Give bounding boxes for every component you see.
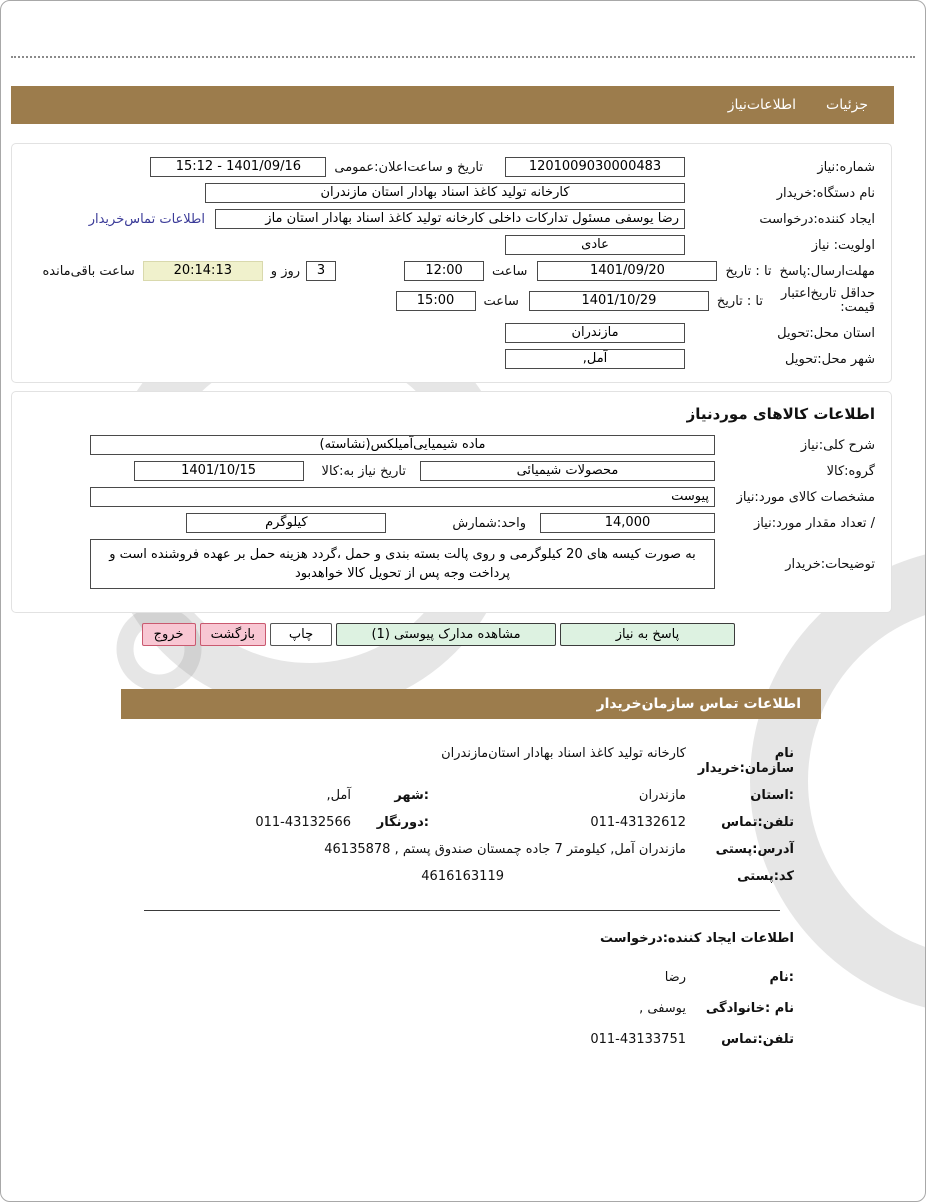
validity-date-value: 1401/10/29 bbox=[529, 291, 709, 311]
print-button[interactable]: چاپ bbox=[270, 623, 332, 646]
goods-panel-title: اطلاعات کالاهای موردنیاز bbox=[686, 405, 875, 423]
hour-label-2: ساعت bbox=[483, 293, 519, 309]
requester-phone-label: تلفن:تماس bbox=[721, 1032, 794, 1047]
response-deadline-row bbox=[28, 261, 875, 281]
need-desc-label: شرح کلی:نیاز bbox=[800, 437, 875, 453]
org-name-row bbox=[130, 746, 794, 776]
view-attached-docs-button[interactable]: مشاهده مدارک پیوستی (1) bbox=[336, 623, 556, 646]
delivery-province-row bbox=[28, 323, 875, 343]
buyer-notes-row bbox=[28, 539, 875, 589]
price-validity-row bbox=[28, 287, 875, 315]
fax-label: :دورنگار bbox=[376, 815, 429, 830]
contact-section bbox=[112, 736, 812, 1063]
need-date-label: تاریخ نیاز به:کالا bbox=[321, 463, 406, 479]
goods-group-value: محصولات شیمیائی bbox=[420, 461, 715, 481]
need-details-panel bbox=[11, 143, 892, 383]
need-number-row bbox=[28, 157, 875, 177]
quantity-value: 14,000 bbox=[540, 513, 715, 533]
requester-section-title: اطلاعات ایجاد کننده:درخواست bbox=[600, 931, 794, 946]
hours-remaining-label: ساعت باقی‌مانده bbox=[42, 263, 135, 279]
need-date-value: 1401/10/15 bbox=[134, 461, 304, 481]
requester-name-label: :نام bbox=[769, 970, 794, 985]
requester-phone-value: 011-43133751 bbox=[590, 1032, 686, 1047]
buyer-notes-label: توضیحات:خریدار bbox=[785, 556, 875, 572]
province-label: :استان bbox=[750, 788, 794, 803]
unit-label: واحد:شمارش bbox=[452, 515, 526, 531]
until-date-label: تا : تاریخ bbox=[725, 263, 772, 279]
contact-phone-label: تلفن:تماس bbox=[721, 815, 794, 830]
delivery-city-label: شهر محل:تحویل bbox=[785, 351, 875, 367]
announce-datetime-label: تاریخ و ساعت‌اعلان:عمومی bbox=[334, 159, 483, 175]
goods-specs-label: مشخصات کالای مورد:نیاز bbox=[736, 489, 875, 505]
price-validity-label bbox=[763, 287, 875, 315]
requester-family-label: نام :خانوادگی bbox=[705, 1001, 794, 1016]
section-divider bbox=[144, 910, 780, 911]
postal-code-label: کد:پستی bbox=[737, 869, 794, 884]
org-contact-header: اطلاعات تماس سازمان‌خریدار bbox=[121, 689, 821, 719]
price-validity-label-line2: قیمت: bbox=[840, 300, 875, 315]
requester-family-value: یوسفی , bbox=[639, 1001, 686, 1016]
need-number-label: شماره:نیاز bbox=[817, 159, 875, 175]
delivery-city-row bbox=[28, 349, 875, 369]
province-city-row bbox=[130, 788, 794, 803]
phone-fax-row bbox=[130, 815, 794, 830]
delivery-province-label: استان محل:تحویل bbox=[777, 325, 875, 341]
requester-name-row bbox=[130, 970, 794, 985]
deadline-time-value: 12:00 bbox=[404, 261, 484, 281]
exit-button[interactable]: خروج bbox=[142, 623, 196, 646]
province-value: مازندران bbox=[638, 788, 686, 803]
hour-label: ساعت bbox=[492, 263, 528, 279]
priority-value: عادی bbox=[505, 235, 685, 255]
need-number-value: 1201009030000483 bbox=[505, 157, 685, 177]
postal-address-value: مازندران آمل, کیلومتر 7 جاده چمستان صندوق پستم , 46135878 bbox=[324, 842, 686, 857]
days-left-value: 3 bbox=[306, 261, 336, 281]
back-button[interactable]: بازگشت bbox=[200, 623, 266, 646]
respond-button[interactable]: پاسخ به نیاز bbox=[560, 623, 735, 646]
buyer-org-value: کارخانه تولید کاغذ اسناد بهادار استان مازندران bbox=[205, 183, 685, 203]
unit-value: کیلوگرم bbox=[186, 513, 386, 533]
buyer-contact-link[interactable]: اطلاعات تماس‌خریدار bbox=[88, 211, 205, 227]
deadline-date-value: 1401/09/20 bbox=[537, 261, 717, 281]
delivery-province-value: مازندران bbox=[505, 323, 685, 343]
goods-specs-value: پیوست bbox=[90, 487, 715, 507]
goods-group-label: گروه:کالا bbox=[826, 463, 875, 479]
buyer-org-row bbox=[28, 183, 875, 203]
requester-phone-row bbox=[130, 1032, 794, 1047]
city-value: آمل, bbox=[326, 788, 351, 803]
contact-phone-value: 011-43132612 bbox=[590, 815, 686, 830]
response-deadline-label: مهلت‌ارسال:پاسخ bbox=[779, 263, 875, 279]
buyer-notes-value: به صورت کیسه های 20 کیلوگرمی و روی پالت بسته بندی و حمل ،گردد هزینه حمل بر عهده فروشنده است و پرداخت وجه پس از تحویل کالا خواهدبود bbox=[90, 539, 715, 589]
tab-need-info[interactable]: اطلاعات‌نیاز bbox=[727, 97, 797, 113]
org-name-label: نام سازمان:خریدار bbox=[697, 746, 794, 776]
requester-family-row bbox=[130, 1001, 794, 1016]
city-label: :شهر bbox=[394, 788, 429, 803]
postal-address-label: آدرس:پستی bbox=[715, 842, 794, 857]
need-desc-row bbox=[28, 435, 875, 455]
countdown-timer: 20:14:13 bbox=[143, 261, 263, 281]
quantity-label: / تعداد مقدار مورد:نیاز bbox=[753, 515, 875, 531]
announce-datetime-value: 15:12 - 1401/09/16 bbox=[150, 157, 326, 177]
request-creator-row bbox=[28, 209, 875, 229]
postal-address-row bbox=[130, 842, 794, 857]
top-divider bbox=[11, 56, 915, 58]
priority-row bbox=[28, 235, 875, 255]
quantity-row bbox=[28, 513, 875, 533]
buyer-org-label: نام دستگاه:خریدار bbox=[776, 185, 875, 201]
validity-time-value: 15:00 bbox=[396, 291, 476, 311]
request-creator-value: رضا یوسفی مسئول تدارکات داخلی کارخانه تولید کاغذ اسناد بهادار استان ماز bbox=[215, 209, 685, 229]
need-desc-value: ماده شیمیایی‌آمیلکس(نشاسته) bbox=[90, 435, 715, 455]
tab-details[interactable]: جزئیات bbox=[826, 97, 868, 113]
delivery-city-value: آمل, bbox=[505, 349, 685, 369]
tab-bar bbox=[11, 86, 894, 124]
goods-panel bbox=[11, 391, 892, 613]
postal-code-row bbox=[130, 869, 794, 884]
postal-code-value: 4616163119 bbox=[421, 869, 504, 884]
fax-value: 011-43132566 bbox=[255, 815, 351, 830]
price-validity-label-line1: حداقل تاریخ‌اعتبار bbox=[781, 286, 875, 301]
until-date-label-2: تا : تاریخ bbox=[716, 293, 763, 309]
priority-label: اولویت: نیاز bbox=[811, 237, 875, 253]
requester-name-value: رضا bbox=[664, 970, 686, 985]
request-creator-label: ایجاد کننده:درخواست bbox=[759, 211, 875, 227]
days-label: روز و bbox=[270, 263, 301, 279]
goods-group-row bbox=[28, 461, 875, 481]
goods-specs-row bbox=[28, 487, 875, 507]
action-button-row bbox=[142, 623, 735, 646]
org-name-value: کارخانه تولید کاغذ اسناد بهادار استان‌مازندران bbox=[441, 746, 686, 761]
